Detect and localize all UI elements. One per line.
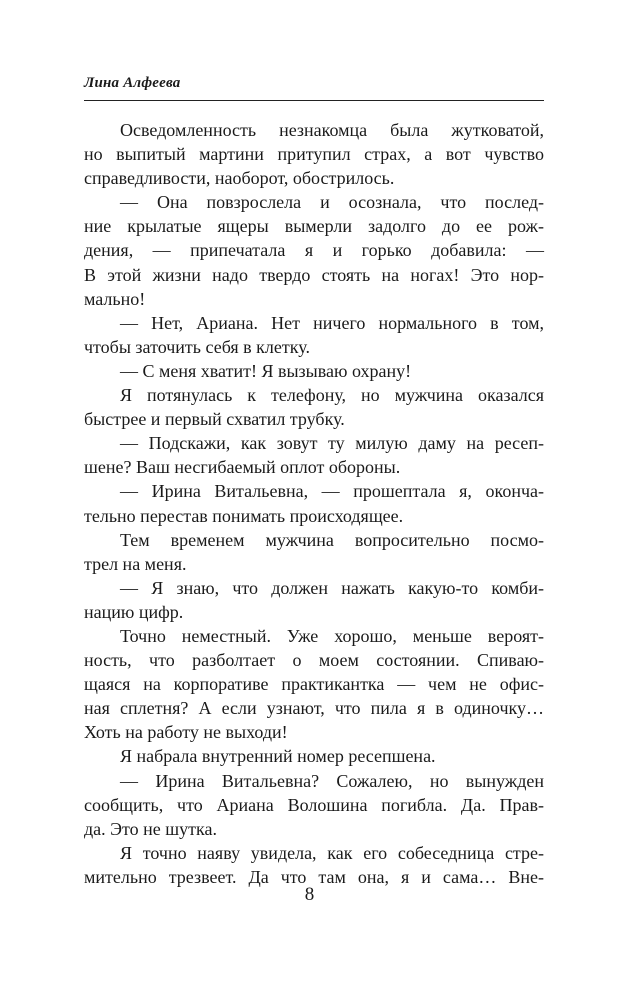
text-line: ность, что разболтает о моем состоянии. Спиваю- — [84, 650, 544, 671]
body-text — [84, 118, 544, 889]
text-line: Тем временем мужчина вопросительно посмо- — [120, 529, 544, 550]
text-line: нацию цифр. — [84, 601, 184, 622]
text-line: — Ирина Витальевна, — прошептала я, оконча- — [120, 481, 544, 502]
text-line: — Нет, Ариана. Нет ничего нормального в том, — [120, 312, 544, 333]
running-head: Лина Алфеева — [84, 75, 181, 91]
text-line: — Она повзрослела и осознала, что послед- — [120, 192, 544, 213]
text-line: чтобы заточить себя в клетку. — [84, 336, 310, 357]
text-line: — Я знаю, что должен нажать какую-то комби- — [120, 577, 544, 598]
text-line: ние крылатые ящеры вымерли задолго до ее рож- — [84, 216, 544, 237]
text-line: — Подскажи, как зовут ту милую даму на ресеп- — [120, 433, 544, 454]
text-line: справедливости, наоборот, обострилось. — [84, 168, 395, 189]
text-line: ная сплетня? А если узнают, что пила я в одиночку… — [84, 698, 544, 719]
text-line: — Ирина Витальевна? Сожалею, но вынужден — [120, 770, 544, 791]
page-number: 8 — [304, 884, 315, 905]
text-line: Я потянулась к телефону, но мужчина оказался — [120, 385, 544, 406]
text-line: мально! — [84, 288, 146, 309]
text-line: Я точно наяву увидела, как его собеседница стре- — [120, 842, 544, 863]
text-line: быстрее и первый схватил трубку. — [84, 409, 345, 430]
text-line: щаяся на корпоративе практикантка — чем не офис- — [84, 674, 544, 695]
text-line: да. Это не шутка. — [84, 818, 217, 839]
text-line: дения, — припечатала я и горько добавила: — — [84, 240, 544, 261]
text-line: Я набрала внутренний номер ресепшена. — [120, 746, 436, 767]
text-line: — С меня хватит! Я вызываю охрану! — [120, 360, 412, 381]
text-line: трел на меня. — [84, 553, 187, 574]
header-rule — [84, 100, 544, 101]
text-line: сообщить, что Ариана Волошина погибла. Да. Прав- — [84, 794, 544, 815]
text-line: мительно трезвеет. Да что там она, я и сама… Вне- — [84, 866, 544, 887]
text-line: шене? Ваш несгибаемый оплот обороны. — [84, 457, 401, 478]
text-line: Осведомленность незнакомца была жутковатой, — [120, 120, 544, 140]
text-line: но выпитый мартини притупил страх, а вот чувство — [84, 144, 544, 165]
text-line: В этой жизни надо твердо стоять на ногах! Это нор- — [84, 264, 544, 285]
text-line: Точно неместный. Уже хорошо, меньше вероят- — [120, 625, 544, 646]
text-line: тельно перестав понимать происходящее. — [84, 505, 404, 526]
text-line: Хоть на работу не выходи! — [84, 722, 288, 743]
